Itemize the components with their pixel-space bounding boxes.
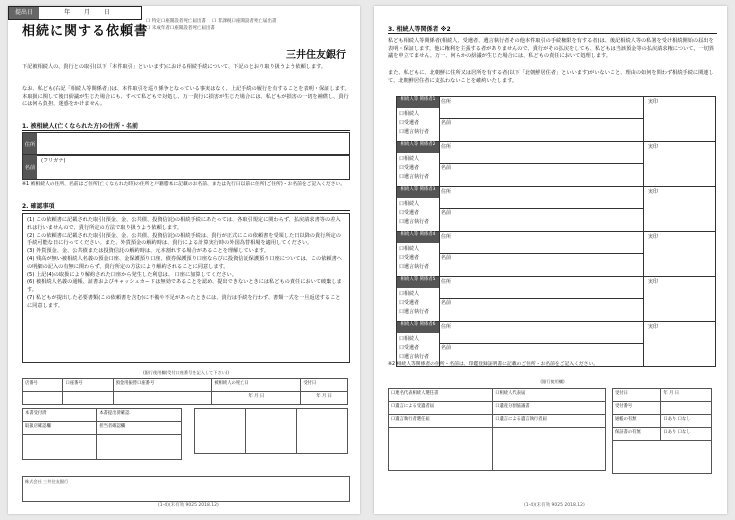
stamp-cell[interactable] (613, 441, 712, 474)
divider (439, 208, 643, 209)
doc-check[interactable]: 口遺産分割協議書 (493, 402, 606, 415)
heir-tag (397, 142, 439, 153)
heir-name-label: 名前 (441, 345, 452, 351)
stamp-cell[interactable] (195, 409, 246, 454)
grid-date[interactable]: 年 月 日 (212, 392, 301, 405)
heir-name-label: 名前 (441, 210, 452, 216)
heir-block[interactable] (396, 186, 716, 232)
date-value[interactable]: 年 月 日 (64, 9, 116, 16)
seal-label: 実印 (648, 189, 659, 195)
grid-cell[interactable] (493, 428, 606, 471)
right-page (374, 6, 727, 514)
declaration-paragraph-1: 私ども相続人等関係者(相続人、受遺者、遺言執行者その他本件取引の手続権限を有する者)は、後記相続人等の私署を受け相続開始の届出を表明・保証します。他に権利を主張する者がありませんので、貴行がその払戻をしても、私どもは当該預金等の払戻請求権について、一切異議を申立てません。万一、何らかの紛議が生じた場合には、私どもの責任において処理します。 (388, 38, 715, 60)
heir-tag-text: 相続人等 関係者 (400, 232, 433, 237)
confirm-item: (5) 上記(4)の取扱により解約された口座から発生した利息は、 口座に加算してください。 (27, 271, 237, 278)
doc-check[interactable]: 口遺言執行者選任届 (389, 415, 493, 428)
left-page (8, 6, 360, 514)
seal-box[interactable] (643, 187, 716, 231)
seal-label: 実印 (648, 279, 659, 285)
role-checkbox[interactable]: 口遺言執行者 (399, 354, 430, 360)
heir-name-label: 名前 (441, 255, 452, 261)
receipt-label: 保証書の有無 (613, 428, 661, 441)
heir-role-options (399, 200, 429, 227)
confirm-item: (2) この依頼書に記載された取引(預金、金、公共債、投資信託)の相続手続は、貴行が正式にこの依頼書を受領した日以降の貴行所定の手続可能な日に行ってください。また、外貨預金の解約時は、貴行による計算実行時の外国為替相場を適用してください。 (27, 232, 341, 247)
deceased-name-box[interactable] (22, 154, 350, 180)
heir-tag (397, 322, 439, 333)
role-checkbox[interactable]: 口遺言執行者 (399, 264, 430, 270)
grid-cell[interactable] (97, 435, 182, 460)
check-options (146, 18, 350, 32)
heir-number: 3 (432, 187, 436, 192)
heir-role-options (399, 335, 429, 362)
grid-cell[interactable] (389, 428, 493, 471)
intro-paragraph-1: 下記被相続人の、貴行との取引(以下「本件取引」といいます)における相続手続について、下記のとおり取り扱うよう依頼します。 (22, 64, 327, 70)
heir-block[interactable] (396, 141, 716, 187)
heir-block[interactable] (396, 96, 716, 142)
heir-address-label: 住所 (441, 234, 452, 240)
heir-tag (397, 187, 439, 198)
deceased-address-box[interactable] (22, 132, 350, 156)
grid-header: 口座番号 (63, 379, 113, 392)
date-label: 提出日 (9, 7, 39, 19)
seal-box[interactable] (643, 142, 716, 186)
role-checkbox[interactable]: 口相続人 (399, 246, 420, 252)
heir-tag-text: 相続人等 関係者 (400, 322, 433, 327)
check-option[interactable]: 口 未成年者口座開設者死亡届出書 (146, 26, 215, 31)
check-option[interactable]: 口 特定口座開設者死亡届出書 (146, 19, 206, 24)
grid-header: 店番号 (23, 379, 63, 392)
check-grid (22, 408, 182, 460)
grid-cell[interactable] (63, 392, 113, 405)
form-title: 相続に関する依頼書 (22, 24, 149, 39)
role-checkbox[interactable]: 口相続人 (399, 291, 420, 297)
bank-use-caption: (銀行使用欄(受付口座番号を記入して下さい)) (142, 370, 230, 375)
receipt-label: 受付日 (613, 389, 661, 402)
seal-box[interactable] (643, 232, 716, 276)
doc-check[interactable]: 口遺言による受遺者届 (389, 402, 493, 415)
heir-number: 2 (432, 142, 436, 147)
section-3-heading: 3. 相続人等関係者 ※2 (388, 24, 717, 34)
confirm-item: (4) 残高が無い被相続人名義の預金口座、金保護預り口座、債券保護預り口座ならびに投資信託保護預り口座については、この依頼書への明細の記入の有無に関わらず、貴行所定の方法により解約されることに同意します。 (27, 255, 342, 270)
grid-date[interactable]: 年 月 日 (301, 392, 348, 405)
heir-tag (397, 277, 439, 288)
role-checkbox[interactable]: 口受遺者 (399, 345, 420, 351)
role-checkbox[interactable]: 口受遺者 (399, 120, 420, 126)
divider (439, 118, 643, 119)
bank-full-name: 株式会社 三井住友銀行 (25, 479, 69, 484)
intro-paragraph-2: なお、私ども(右記「相続人等関係者」)は、本件取引を巡り係争となっている事実はなく、上記手続の履行を有することを表明・保証します。本取扱に関して後日紛議が生じた場合にも、すべて私どもで対処し、万一貴行に損害が生じた場合には、私どもが損害の一切を補償し、貴行には何ら負担、迷惑をかけません。 (22, 86, 350, 108)
divider (439, 163, 643, 164)
heir-name-label: 名前 (441, 165, 452, 171)
divider (439, 253, 643, 254)
heir-number: 5 (432, 277, 436, 282)
confirm-item: (6) 被相続人名義の通帳、証書およびキャッシュカードは無効であることを認め、提出できないときには私どもの責任において破棄します。 (27, 279, 342, 294)
grid-header: 受付日 (301, 379, 348, 392)
heir-address-label: 住所 (441, 144, 452, 150)
grid-cell[interactable] (113, 392, 212, 405)
divider (439, 343, 643, 344)
seal-label: 実印 (648, 144, 659, 150)
grid-header: 預金用振替口座番号 (113, 379, 212, 392)
confirm-item: (3) 外貨預金、金、公共債または投資信託の解約時は、元本割れする場合があることを理解しています。 (27, 248, 270, 255)
heir-address-label: 住所 (441, 189, 452, 195)
heir-tag-text: 相続人等 関係者 (400, 277, 433, 282)
check-row[interactable]: 担当者確認欄 (97, 422, 182, 435)
role-checkbox[interactable]: 口遺言執行者 (399, 129, 430, 135)
bank-name-box (22, 476, 350, 502)
heir-role-options (399, 290, 429, 317)
grid-header: 被相続人の死亡日 (212, 379, 301, 392)
heir-number: 4 (432, 232, 436, 237)
check-row[interactable]: 本書受付済 (23, 409, 97, 422)
confirm-item: (7) 私どもが提出した必要書類(この依頼書を含む)に不備や不足があったときには、貴行は手続を行わず、書類一式を一旦返送することに同意します。 (27, 294, 341, 309)
receipt-label: 通帳の有無 (613, 415, 661, 428)
role-checkbox[interactable]: 口受遺者 (399, 300, 420, 306)
address-label: 住所 (23, 133, 37, 155)
form-footer: (1-4)(未有効 9025 2018.12) (158, 503, 219, 508)
role-checkbox[interactable]: 口相続人 (399, 201, 420, 207)
seal-label: 実印 (648, 99, 659, 105)
submission-date[interactable] (8, 6, 142, 20)
seal-label: 実印 (648, 324, 659, 330)
seal-box[interactable] (643, 97, 716, 141)
heir-address-label: 住所 (441, 99, 452, 105)
heir-role-options (399, 245, 429, 272)
bank-use-grid (22, 378, 348, 405)
check-option[interactable]: 口 非課税口座開設者死亡届出書 (211, 19, 277, 24)
confirmation-items (22, 213, 350, 363)
furigana-label: (フリガナ) (41, 158, 66, 164)
heir-tag-text: 相続人等 関係者 (400, 142, 433, 147)
bank-use-caption: (銀行使用欄) (540, 379, 565, 384)
section-1-heading: 1. 被相続人(亡くなられた方)の住所・名前 (22, 121, 350, 131)
heir-block[interactable] (396, 231, 716, 277)
heir-tag (397, 97, 439, 108)
stamp-cell[interactable] (246, 409, 297, 454)
receipt-grid (612, 388, 712, 474)
check-row[interactable]: 本書提出済確認 (97, 409, 182, 422)
declaration-paragraph-2: また、私どもに、北朝鮮に住所又は居所を有する者(以下「北朝鮮居住者」といいます)がいないこと、理由の如何を問わず相続手続に関連して、北朝鮮居住者に支払わないことを確約いたします。 (388, 70, 714, 84)
yes-no[interactable]: 口あり 口なし (661, 415, 712, 428)
receipt-value[interactable]: 年 月 日 (661, 389, 712, 402)
heir-number: 1 (432, 97, 436, 102)
note-1: ※1 被相続人の住所、名前はご住所(亡くなられた時)の住所と戸籍謄本に記載のお名前、または先行日以前に住所(ご住所)・お名前をご記入ください。 (22, 182, 346, 187)
grid-cell[interactable] (23, 392, 63, 405)
stamp-grid (194, 408, 348, 454)
seal-box[interactable] (643, 277, 716, 321)
grid-cell[interactable] (23, 435, 97, 460)
section-2-heading: 2. 確認事項 (22, 201, 350, 211)
heir-address-label: 住所 (441, 324, 452, 330)
role-checkbox[interactable]: 口遺言執行者 (399, 174, 430, 180)
receipt-label: 受付番号 (613, 402, 661, 415)
bank-name: 三井住友銀行 (286, 50, 346, 61)
doc-check[interactable]: 口遺言による遺言執行者届 (493, 415, 606, 428)
note-2: ※2 相続人等関係者の住所・名前は、印鑑登録証明書に記載のご住所・お名前をご記入ください。 (388, 362, 599, 367)
heir-role-options (399, 155, 429, 182)
doc-check[interactable]: 口相続人代表届 (493, 389, 606, 402)
role-checkbox[interactable]: 口受遺者 (399, 165, 420, 171)
confirm-item: (1) この依頼書に記載された取引(預金、金、公共債、投資信託)の相続手続にあたっては、各取引規定に関わらず、払戻請求書等の差入れは行いませんので、貴行所定の方法で取り扱うよう依頼します。 (27, 217, 341, 231)
divider (439, 298, 643, 299)
yes-no[interactable]: 口あり 口なし (661, 428, 712, 441)
stamp-cell[interactable] (297, 409, 348, 454)
heir-block[interactable] (396, 321, 716, 367)
grid-cell[interactable] (661, 402, 712, 415)
role-checkbox[interactable]: 口受遺者 (399, 255, 420, 261)
heir-name-label: 名前 (441, 120, 452, 126)
heir-role-options (399, 110, 429, 137)
seal-box[interactable] (643, 322, 716, 366)
seal-label: 実印 (648, 234, 659, 240)
form-footer: (1-4)(未有効 9025 2018.12) (524, 503, 585, 508)
role-checkbox[interactable]: 口遺言執行者 (399, 219, 430, 225)
doc-check[interactable]: 口連名代表相続人選任書 (389, 389, 493, 402)
role-checkbox[interactable]: 口相続人 (399, 111, 420, 117)
heir-number: 6 (432, 322, 436, 327)
role-checkbox[interactable]: 口相続人 (399, 336, 420, 342)
heir-tag (397, 232, 439, 243)
document-check-grid (388, 388, 606, 471)
role-checkbox[interactable]: 口受遺者 (399, 210, 420, 216)
check-row[interactable]: 取扱店確認欄 (23, 422, 97, 435)
heir-tag-text: 相続人等 関係者 (400, 187, 433, 192)
heir-tag-text: 相続人等 関係者 (400, 97, 433, 102)
heir-block[interactable] (396, 276, 716, 322)
heir-name-label: 名前 (441, 300, 452, 306)
heir-address-label: 住所 (441, 279, 452, 285)
name-label: 名前 (23, 155, 37, 179)
role-checkbox[interactable]: 口相続人 (399, 156, 420, 162)
role-checkbox[interactable]: 口遺言執行者 (399, 309, 430, 315)
